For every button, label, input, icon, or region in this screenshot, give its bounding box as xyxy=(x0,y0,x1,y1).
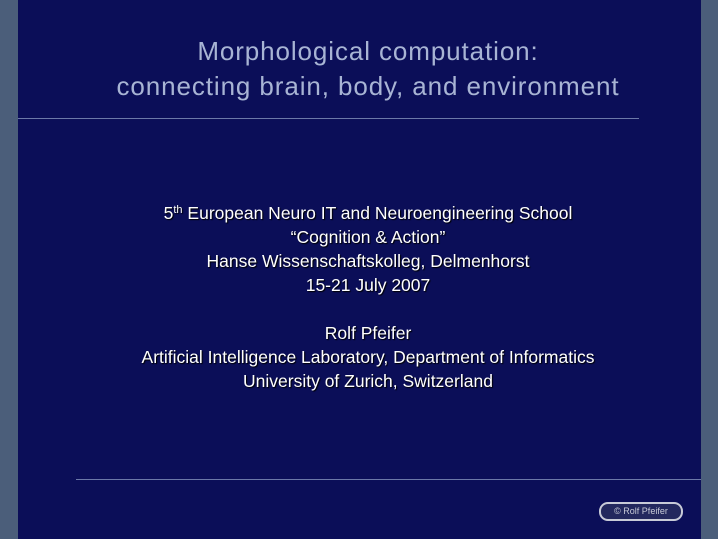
author-institution: University of Zurich, Switzerland xyxy=(243,371,493,391)
event-name: European Neuro IT and Neuroengineering School xyxy=(187,203,573,223)
event-name-line xyxy=(18,201,718,225)
presentation-slide xyxy=(18,0,701,539)
author-name: Rolf Pfeifer xyxy=(324,323,412,343)
author-affiliation: Artificial Intelligence Laboratory, Department of Informatics xyxy=(141,347,595,367)
spacer xyxy=(18,297,718,321)
slide-body xyxy=(18,201,718,393)
event-ordinal-suffix: th xyxy=(173,204,183,216)
title-line-2: connecting brain, body, and environment xyxy=(116,71,620,101)
slide-title xyxy=(18,34,718,104)
event-venue: Hanse Wissenschaftskolleg, Delmenhorst xyxy=(206,251,530,271)
copyright-badge: © Rolf Pfeifer xyxy=(599,502,683,521)
event-theme: “Cognition & Action” xyxy=(290,227,446,247)
event-dates: 15-21 July 2007 xyxy=(305,275,431,295)
title-line-1: Morphological computation: xyxy=(197,36,539,66)
footer-divider xyxy=(76,479,701,480)
event-ordinal-number: 5 xyxy=(163,203,174,223)
title-divider xyxy=(18,118,639,119)
